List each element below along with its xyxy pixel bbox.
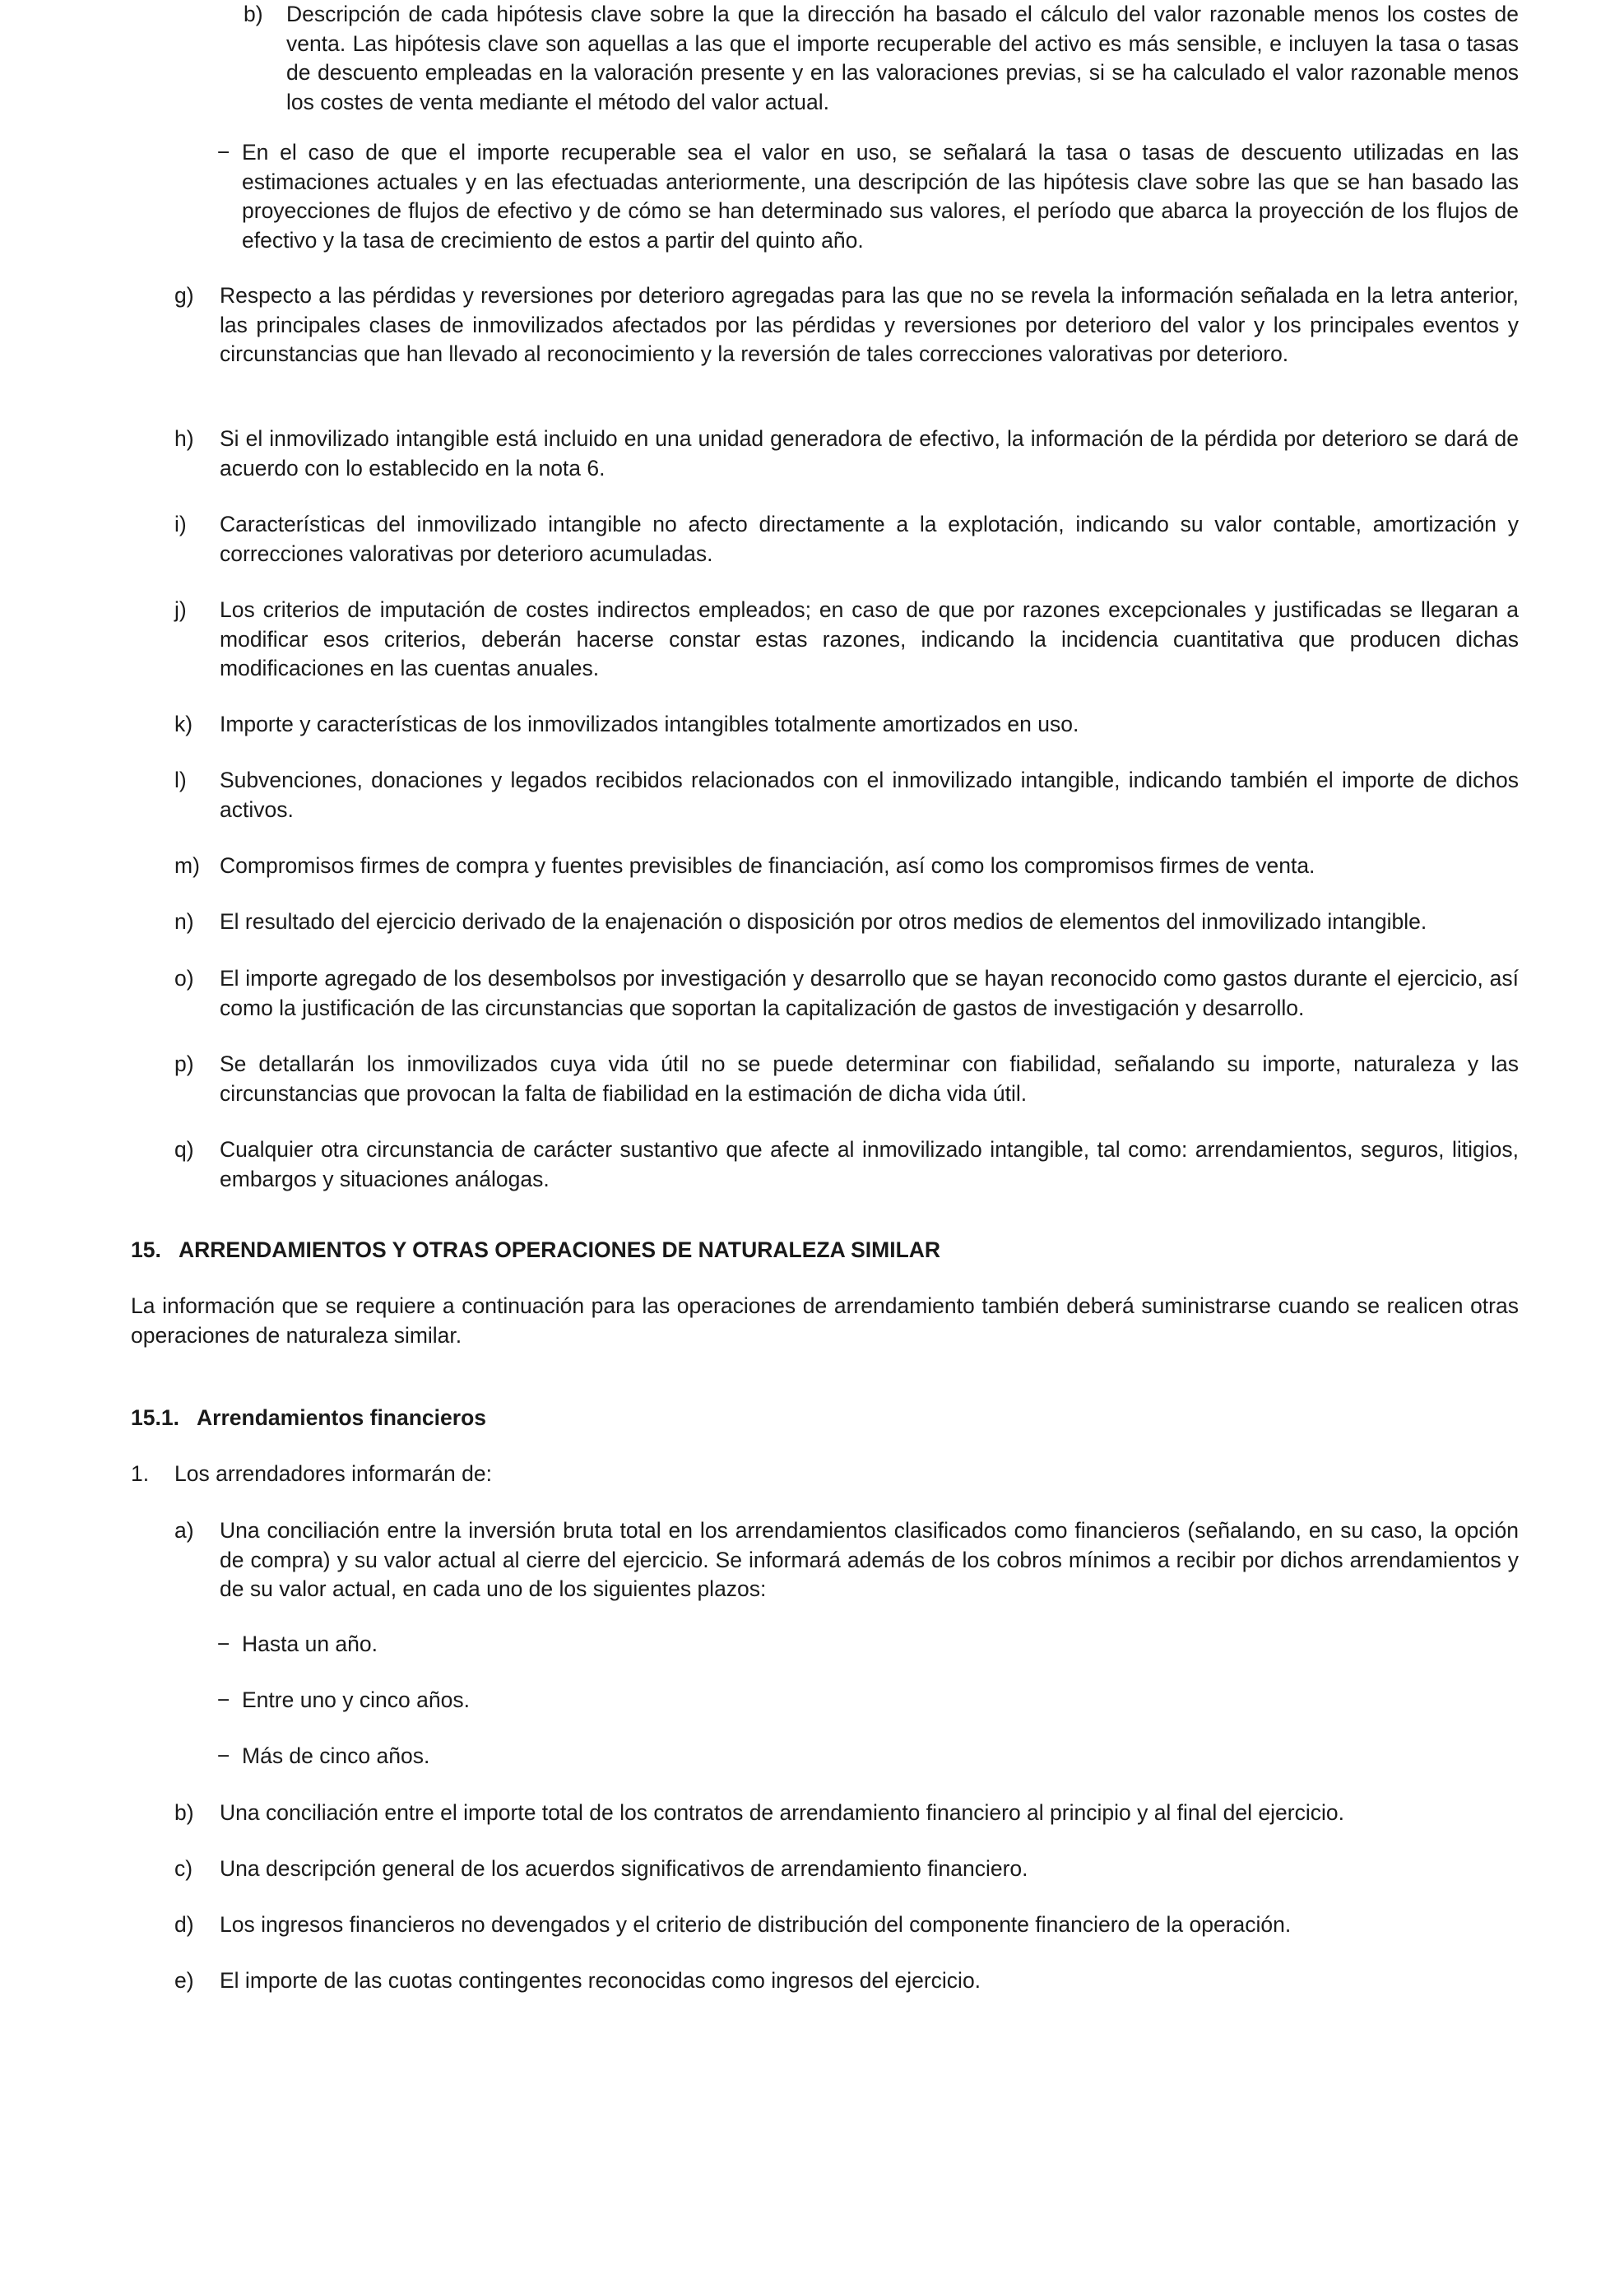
- plazo-text: Hasta un año.: [242, 1632, 378, 1656]
- dash-item-text: En el caso de que el importe recuperable sea el valor en uso, se señalará la tasa o tasas de descuento utilizadas en las estimaciones actuales y en las efectuadas anteriormente, una descripción de las hipótesis clave sobre las que se han basado las proyecciones de flujos de efectivo y de cómo se han determinado sus valores, el período que abarca la proyección de los flujos de efectivo y la tasa de crecimiento de estos a partir del quinto año.: [242, 140, 1519, 253]
- list-item-15-1-e: [174, 1966, 1519, 1996]
- list-item-label: o): [174, 966, 194, 991]
- list-item-text: Una conciliación entre la inversión bruta total en los arrendamientos clasificados como financieros (señalando, en su caso, la opción de compra) y su valor actual al cierre del ejercicio. Se informará además de los cobros mínimos a recibir por dichos arrendamientos y de su valor actual, en cada uno de los siguientes plazos:: [220, 1518, 1519, 1601]
- list-item-top-b: [244, 0, 1519, 117]
- list-item-text: Los ingresos financieros no devengados y el criterio de distribución del componente financiero de la operación.: [220, 1912, 1292, 1937]
- list-item-15-1-c: [174, 1855, 1519, 1884]
- list-item-label: n): [174, 909, 194, 934]
- list-item-q: [174, 1135, 1519, 1194]
- list-item-15-1-a: [174, 1516, 1519, 1604]
- section-15-1-heading: 15.1. Arrendamientos financieros: [131, 1405, 486, 1430]
- list-item-text: Importe y características de los inmovilizados intangibles totalmente amortizados en uso.: [220, 712, 1079, 736]
- list-item-label: e): [174, 1968, 194, 1993]
- list-item-m: [174, 852, 1519, 881]
- list-item-label: q): [174, 1137, 194, 1162]
- list-item-text: El importe de las cuotas contingentes reconocidas como ingresos del ejercicio.: [220, 1968, 981, 1993]
- dash-icon: −: [217, 1687, 230, 1712]
- list-item-text: Cualquier otra circunstancia de carácter sustantivo que afecte al inmovilizado intangible, tal como: arrendamientos, seguros, litigios, embargos y situaciones análogas.: [220, 1137, 1519, 1191]
- dash-item-valor-uso: [217, 138, 1519, 255]
- plazo-text: Más de cinco años.: [242, 1743, 430, 1768]
- plazo-item-2: [217, 1686, 711, 1715]
- list-item-label: g): [174, 283, 194, 308]
- list-item-l: [174, 766, 1519, 824]
- list-item-label: i): [174, 512, 187, 536]
- numbered-item-label: 1.: [131, 1461, 150, 1486]
- list-item-text: Subvenciones, donaciones y legados recibidos relacionados con el inmovilizado intangible, indicando también el importe de dichos activos.: [220, 768, 1519, 822]
- list-item-label: a): [174, 1518, 194, 1543]
- list-item-label: b): [244, 2, 263, 26]
- list-item-label: p): [174, 1051, 194, 1076]
- dash-icon: −: [217, 1632, 230, 1656]
- list-item-text: Se detallarán los inmovilizados cuya vida útil no se puede determinar con fiabilidad, señalando su importe, naturaleza y las circunstancias que provocan la falta de fiabilidad en la estimación de dicha vida útil.: [220, 1051, 1519, 1106]
- section-15-intro: La información que se requiere a continuación para las operaciones de arrendamiento también deberá suministrarse cuando se realicen otras operaciones de naturaleza similar.: [131, 1293, 1519, 1348]
- list-item-i: [174, 510, 1519, 569]
- list-item-n: [174, 908, 1519, 937]
- list-item-label: c): [174, 1856, 193, 1881]
- list-item-text: Si el inmovilizado intangible está incluido en una unidad generadora de efectivo, la información de la pérdida por deterioro se dará de acuerdo con lo establecido en la nota 6.: [220, 426, 1519, 480]
- list-item-text: Características del inmovilizado intangible no afecto directamente a la explotación, indicando su valor contable, amortización y correcciones valorativas por deterioro acumuladas.: [220, 512, 1519, 566]
- list-item-text: El importe agregado de los desembolsos por investigación y desarrollo que se hayan reconocido como gastos durante el ejercicio, así como la justificación de las circunstancias que soportan la capitalización de gastos de investigación y desarrollo.: [220, 966, 1519, 1020]
- list-item-k: [174, 710, 1519, 740]
- numbered-item-1: [131, 1460, 707, 1489]
- list-item-o: [174, 964, 1519, 1023]
- list-item-text: Una descripción general de los acuerdos significativos de arrendamiento financiero.: [220, 1856, 1028, 1881]
- dash-icon: −: [217, 1743, 230, 1768]
- list-item-label: d): [174, 1912, 194, 1937]
- list-item-text: El resultado del ejercicio derivado de la enajenación o disposición por otros medios de elementos del inmovilizado intangible.: [220, 909, 1427, 934]
- list-item-text: Respecto a las pérdidas y reversiones por deterioro agregadas para las que no se revela la información señalada en la letra anterior, las principales clases de inmovilizados afectados por las pérdidas y reversiones por deterioro del valor y los principales eventos y circunstancias que han llevado al reconocimiento y la reversión de tales correcciones valorativas por deterioro.: [220, 283, 1519, 366]
- list-item-label: l): [174, 768, 187, 792]
- plazo-item-3: [217, 1742, 711, 1771]
- list-item-15-1-b: [174, 1799, 1519, 1828]
- section-15-heading: 15. ARRENDAMIENTOS Y OTRAS OPERACIONES DE NATURALEZA SIMILAR: [131, 1237, 941, 1262]
- list-item-label: b): [174, 1800, 194, 1825]
- list-item-p: [174, 1050, 1519, 1108]
- numbered-item-text: Los arrendadores informarán de:: [174, 1461, 492, 1486]
- list-item-text: Los criterios de imputación de costes indirectos empleados; en caso de que por razones excepcionales y justificadas se llegaran a modificar esos criterios, deberán hacerse constar estas razones, indicando la incidencia cuantitativa que producen dichas modificaciones en las cuentas anuales.: [220, 597, 1519, 680]
- dash-icon: −: [217, 140, 230, 165]
- plazo-text: Entre uno y cinco años.: [242, 1687, 470, 1712]
- list-item-text: Descripción de cada hipótesis clave sobre la que la dirección ha basado el cálculo del valor razonable menos los costes de venta. Las hipótesis clave son aquellas a las que el importe recuperable del activo es más sensible, e incluyen la tasa o tasas de descuento empleadas en la valoración presente y en las valoraciones previas, si se ha calculado el valor razonable menos los costes de venta mediante el método del valor actual.: [286, 2, 1519, 114]
- plazo-item-1: [217, 1630, 711, 1660]
- list-item-label: m): [174, 853, 200, 878]
- list-item-label: h): [174, 426, 194, 451]
- list-item-text: Una conciliación entre el importe total de los contratos de arrendamiento financiero al principio y al final del ejercicio.: [220, 1800, 1344, 1825]
- list-item-15-1-d: [174, 1910, 1519, 1940]
- list-item-label: j): [174, 597, 187, 622]
- list-item-text: Compromisos firmes de compra y fuentes previsibles de financiación, así como los compromisos firmes de venta.: [220, 853, 1315, 878]
- list-item-h: [174, 425, 1519, 483]
- list-item-label: k): [174, 712, 193, 736]
- list-item-j: [174, 596, 1519, 684]
- list-item-g: [174, 281, 1519, 369]
